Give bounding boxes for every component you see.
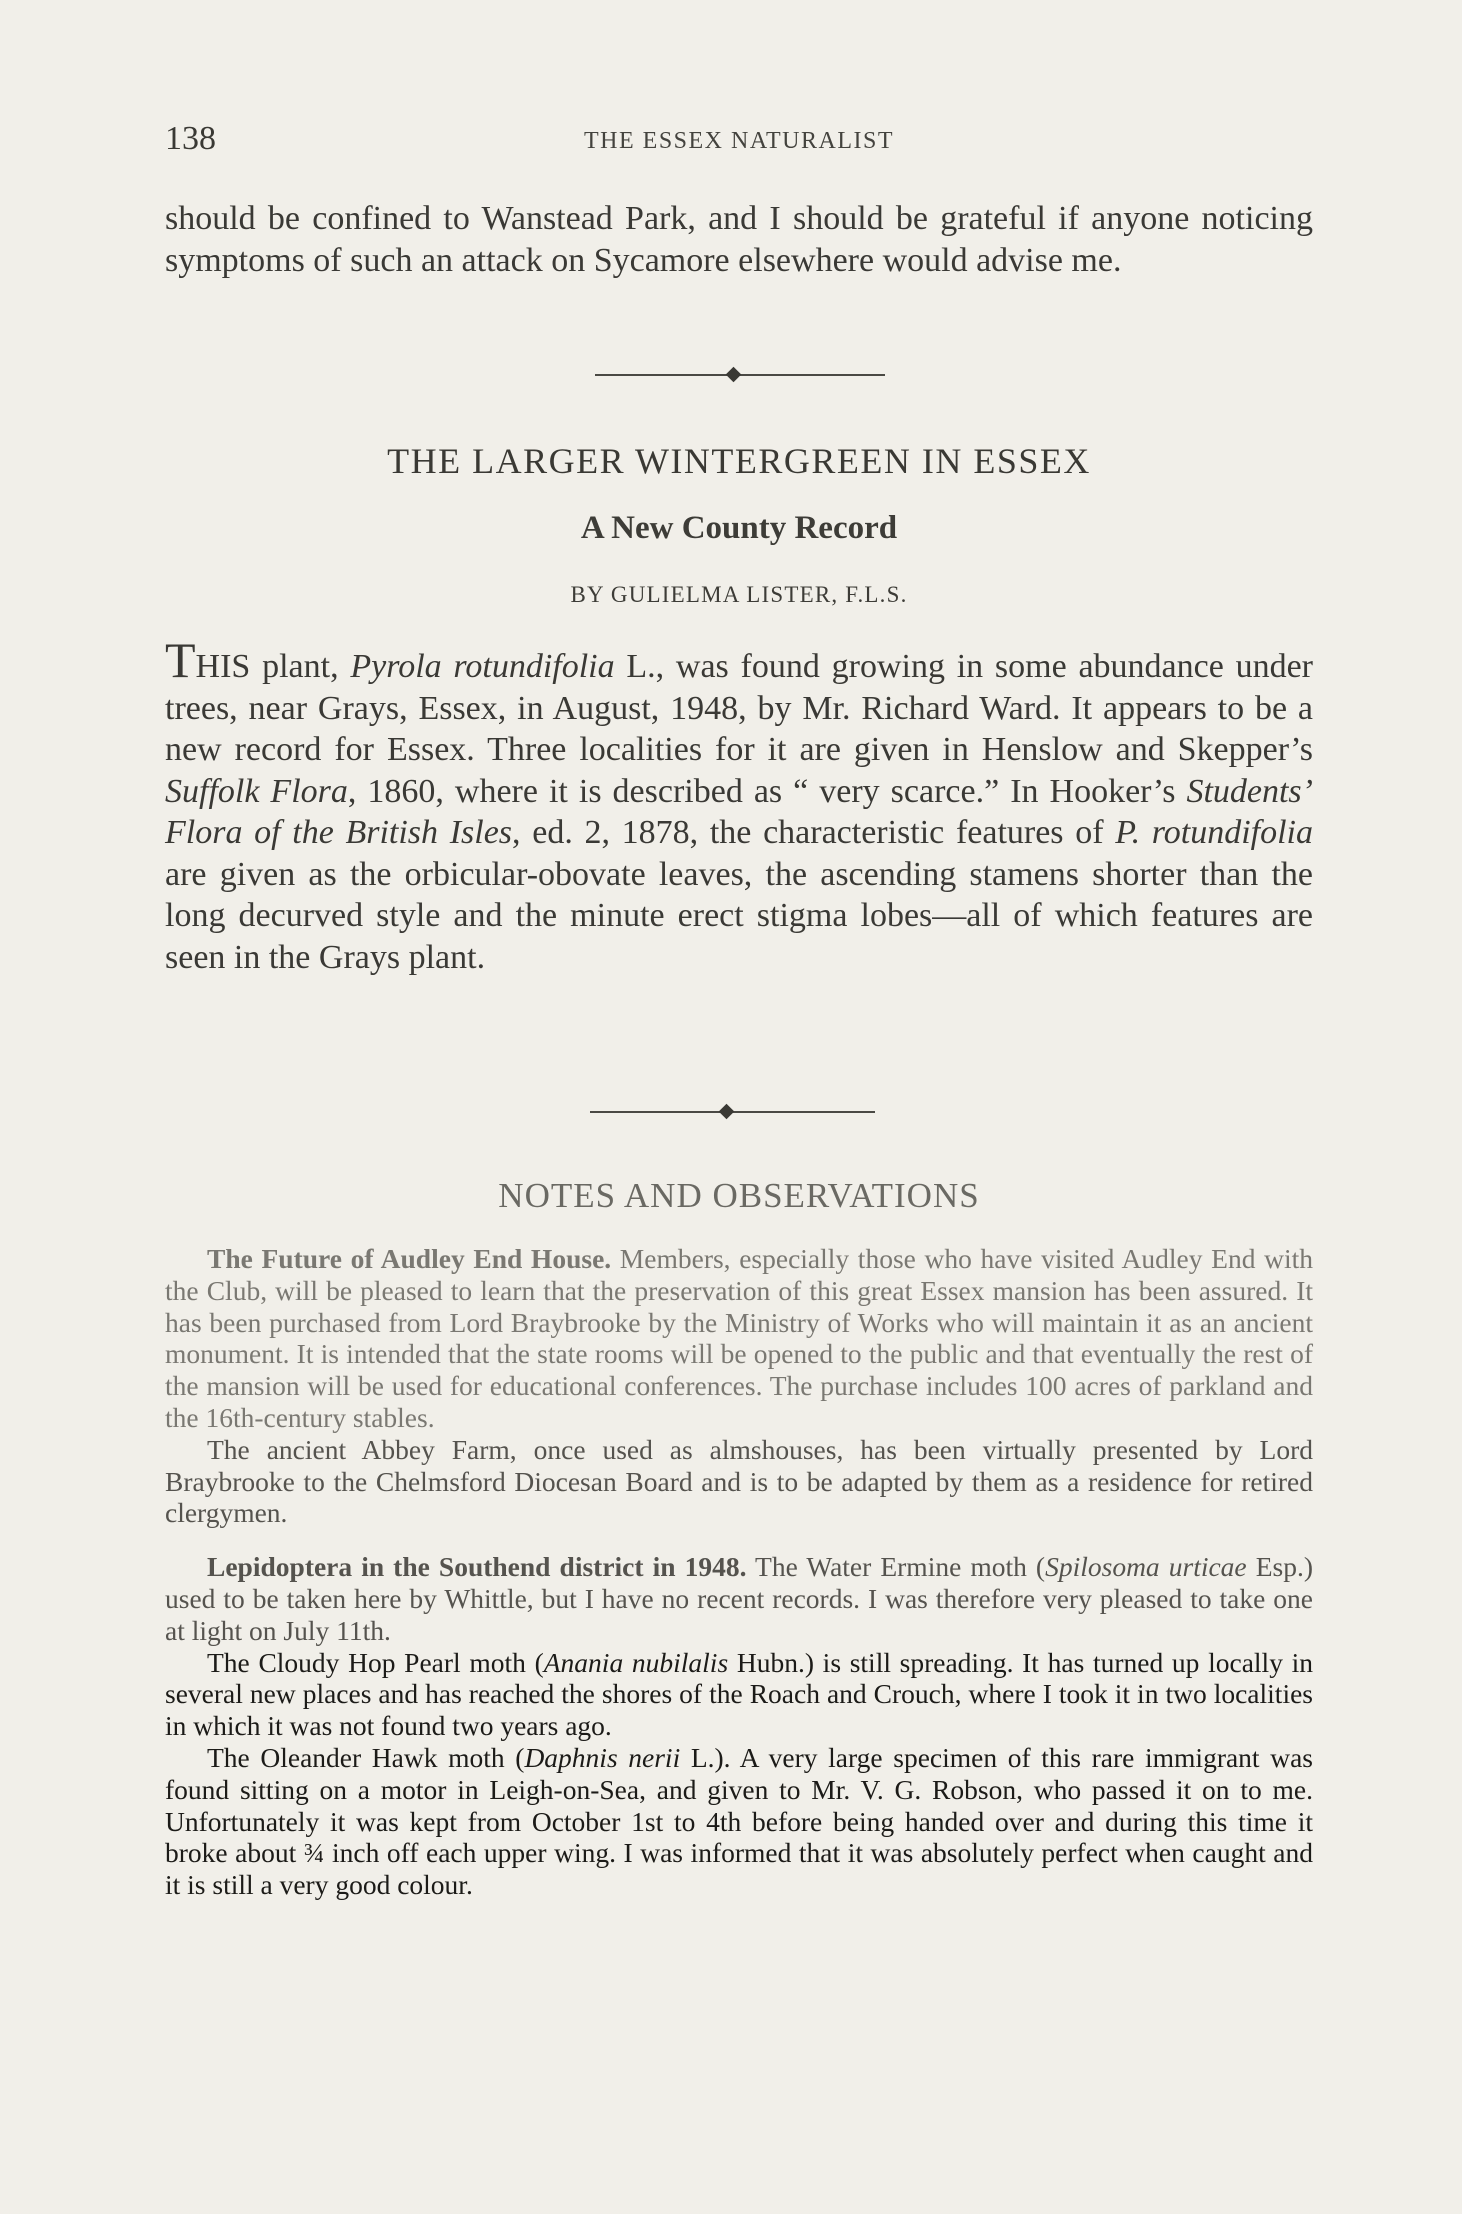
page-header	[165, 120, 1313, 170]
text-run: , ed. 2, 1878, the characteristic features of	[512, 814, 1116, 851]
article-body-block	[165, 632, 1314, 978]
article-subtitle-block	[165, 510, 1313, 560]
text-run: , 1860, where it is described as “ very scarce.” In Hooker’s	[347, 772, 1187, 810]
text-run: The ancient Abbey Farm, once used as almshouses, has been virtually presented by Lord Braybrooke to the Chelmsford Diocesan Board and is to be adapted by them as a residence for retired clergymen.	[165, 1433, 1313, 1529]
text-run: The Water Ermine moth (	[746, 1551, 1046, 1583]
note-paragraph	[165, 1647, 1313, 1742]
notes-body	[165, 1243, 1313, 1901]
italic-text: Spilosoma urticae	[1045, 1551, 1247, 1583]
note-paragraph	[165, 1742, 1313, 1901]
text-run: The Cloudy Hop Pearl moth (	[207, 1646, 544, 1678]
note-heading: The Future of Audley End House.	[207, 1243, 612, 1274]
italic-text: Anania nubilalis	[543, 1646, 729, 1678]
italic-text: P. rotundifolia	[1115, 814, 1313, 851]
article-title-block	[165, 440, 1313, 500]
paragraph-gap	[165, 1529, 1313, 1551]
article-byline: BY GULIELMA LISTER, F.L.S.	[570, 582, 908, 607]
notes-section-title: NOTES AND OBSERVATIONS	[498, 1176, 980, 1215]
text-run: L.). A very large specimen of this rare immigrant was found sitting on a motor in Leigh-on-Sea, and given to Mr. V. G. Robson, who passed it on to me. Unfortunately it was kept from October 1st to 4th before being handed over and during this time it broke about ¾ inch off each upper wing. I was informed that it was absolutely perfect when caught and it is still a very good colour.	[165, 1741, 1313, 1901]
notes-title-block	[165, 1176, 1313, 1226]
text-run: Hubn.) is still spreading. It has turned up locally in several new places and has reached the shores of the Roach and Crouch, where I took it in two localities in which it was not found two years ago.	[165, 1646, 1314, 1742]
text-run: Members, especially those who have visited Audley End with the Club, will be pleased to learn that the preservation of this great Essex mansion has been assured. It has been purchased from Lord Braybrooke by the Ministry of Works who will maintain it as an ancient monument. It is intended that the state rooms will be opened to the public and that eventually the rest of the mansion will be used for educational conferences. The purchase includes 100 acres of parkland and the 16th-century stables.	[165, 1243, 1313, 1433]
article-body-text	[165, 648, 1313, 976]
text-run: Esp.) used to be taken here by Whittle, but I have no recent records. I was therefore very pleased to take one at light on July 11th.	[165, 1551, 1313, 1646]
ornament-divider	[165, 1102, 1313, 1122]
note-paragraph	[165, 1551, 1313, 1646]
italic-text: Students’ Flora of the British Isles	[165, 772, 1313, 851]
note-paragraph	[165, 1434, 1313, 1529]
running-head: THE ESSEX NATURALIST	[584, 128, 894, 154]
page-number: 138	[165, 120, 216, 157]
intro-block	[165, 198, 1313, 281]
intro-paragraph: should be confined to Wanstead Park, and I should be grateful if anyone noticing symptoms of such an attack on Sycamore elsewhere would advise me.	[165, 200, 1313, 279]
text-run: The Oleander Hawk moth (	[207, 1741, 525, 1773]
italic-text: Suffolk Flora	[165, 772, 348, 810]
article-title: THE LARGER WINTERGREEN IN ESSEX	[387, 441, 1091, 481]
text-run: L., was found growing in some abundance under trees, near Grays, Essex, in August, 1948, by Mr. Richard Ward. It appears to be a new record for Essex. Three localities for it are given in Henslow and Skepper’s	[165, 648, 1314, 768]
article-subtitle: A New County Record	[580, 510, 898, 546]
ornament-divider	[165, 365, 1313, 385]
note-paragraph	[165, 1243, 1313, 1434]
text-run: HIS plant,	[195, 648, 351, 685]
article-body	[165, 632, 1314, 978]
article-byline-block	[165, 582, 1313, 622]
drop-cap: T	[165, 632, 196, 688]
note-heading: Lepidoptera in the Southend district in 1948.	[207, 1551, 747, 1583]
text-run: are given as the orbicular-obovate leaves, the ascending stamens shorter than the long decurved style and the minute erect stigma lobes—all of which features are seen in the Grays plant.	[165, 855, 1313, 976]
italic-text: Daphnis nerii	[524, 1741, 681, 1773]
italic-text: Pyrola rotundifolia	[350, 648, 615, 685]
